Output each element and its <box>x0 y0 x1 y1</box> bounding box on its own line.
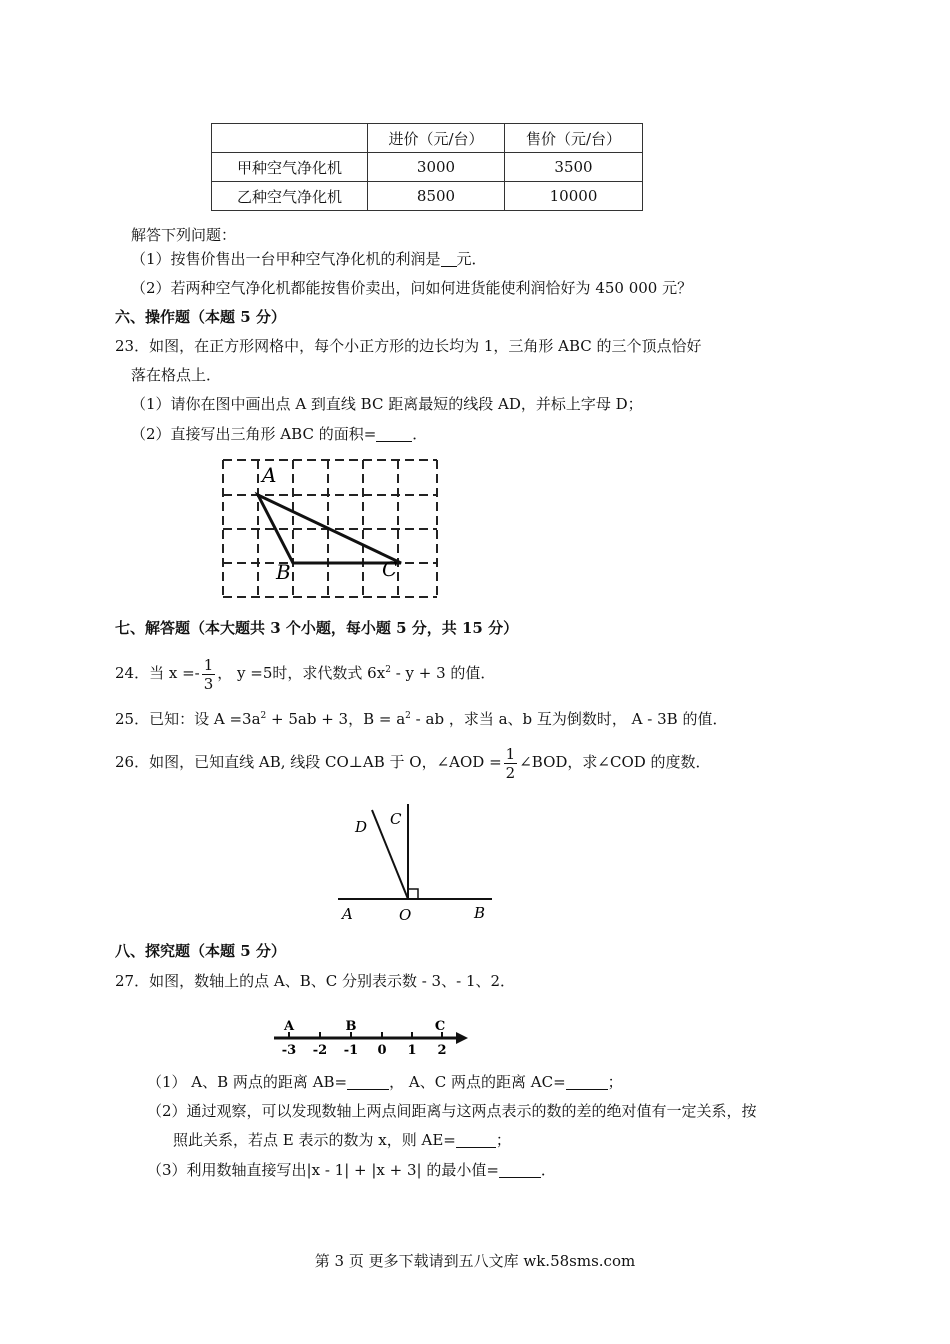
q27-part1-text-a: （1） A、B 两点的距离 AB= <box>147 1073 348 1091</box>
point-label-o: O <box>399 906 412 924</box>
point-label-c: C <box>390 810 402 828</box>
q23-part2 <box>131 424 427 444</box>
table-header-cell <box>212 124 368 153</box>
q27-part2-line1: （2）通过观察，可以发现数轴上两点间距离与这两点表示的数的差的绝对值有一定关系，按 <box>147 1102 757 1120</box>
answer-blank <box>441 250 457 267</box>
answer-blank <box>566 1073 608 1090</box>
grid-triangle-figure <box>215 455 445 600</box>
q23-part2-end: ． <box>412 425 428 443</box>
tick-label: 0 <box>377 1043 387 1058</box>
point-label-b: B <box>276 560 291 584</box>
q26 <box>115 744 711 782</box>
q26-text-a: 26．如图，已知直线 AB, 线段 CO⊥AB 于 O，∠AOD = <box>115 753 502 771</box>
axis-point-label: B <box>345 1019 357 1034</box>
q27-part3 <box>147 1160 556 1180</box>
q25-text-b: + 5ab + 3，B = a <box>266 710 406 728</box>
point-label-d: D <box>355 818 368 836</box>
q27-line1: 27．如图，数轴上的点 A、B、C 分别表示数 - 3、- 1、2． <box>115 972 516 990</box>
table-cell: 10000 <box>505 182 643 211</box>
fraction-numerator: 1 <box>505 744 516 763</box>
table-row <box>212 153 643 182</box>
q25-text-c: - ab ，求当 a、b 互为倒数时， A - 3B 的值． <box>410 710 728 728</box>
point-label-a: A <box>342 905 353 923</box>
q27-part1 <box>147 1072 623 1092</box>
tick-label: 1 <box>407 1043 417 1058</box>
q23-line1: 23．如图，在正方形网格中，每个小正方形的边长均为 1，三角形 ABC 的三个顶点恰好 <box>115 337 702 355</box>
section-7-title: 七、解答题（本大题共 3 个小题，每小题 5 分，共 15 分） <box>115 619 519 637</box>
tick-label: -3 <box>281 1043 297 1058</box>
q27-part2-end: ； <box>495 1131 511 1149</box>
exponent: 2 <box>385 665 391 675</box>
q23-line2: 落在格点上． <box>131 366 222 384</box>
table-cell: 甲种空气净化机 <box>212 153 368 182</box>
q25-text-a: 25．已知：设 A =3a <box>115 710 261 728</box>
right-angle-mark <box>408 889 418 899</box>
fraction-denominator: 2 <box>505 763 516 782</box>
q24-text-b: ， y =5时，求代数式 6x <box>217 664 386 682</box>
q24-text-c: - y + 3 的值． <box>390 664 496 682</box>
fraction <box>504 745 518 782</box>
price-table <box>211 123 643 211</box>
answer-blank <box>376 425 412 442</box>
exponent: 2 <box>405 711 411 721</box>
tick-label: -1 <box>343 1043 359 1058</box>
tick-label: 2 <box>437 1043 447 1058</box>
page-footer: 第 3 页 更多下载请到五八文库 wk.58sms.com <box>314 1252 636 1270</box>
q23-part2-text: （2）直接写出三角形 ABC 的面积= <box>131 425 377 443</box>
q23-part1: （1）请你在图中画出点 A 到直线 BC 距离最短的线段 AD，并标上字母 D； <box>131 395 643 413</box>
q22-part2: （2）若两种空气净化机都能按售价卖出，问如何进货能使利润恰好为 450 000 元？ <box>131 279 693 297</box>
exponent: 2 <box>260 711 267 721</box>
answer-blank <box>347 1073 389 1090</box>
fraction-denominator: 3 <box>203 674 214 693</box>
answer-blank <box>499 1161 541 1178</box>
table-cell: 3500 <box>505 153 643 182</box>
section-6-title: 六、操作题（本题 5 分） <box>115 308 286 326</box>
table-cell: 8500 <box>368 182 505 211</box>
q22-part1-text: （1）按售价售出一台甲种空气净化机的利润是 <box>131 250 441 268</box>
axis-point-label: A <box>283 1019 295 1034</box>
q27-part3-text: （3）利用数轴直接写出|x - 1| + |x + 3| 的最小值= <box>147 1161 499 1179</box>
answer-blank <box>456 1131 496 1148</box>
q24 <box>115 652 495 693</box>
number-line-figure <box>270 1015 475 1060</box>
table-row <box>212 182 643 211</box>
fraction <box>202 656 216 693</box>
point-label-c: C <box>382 557 398 581</box>
angle-figure <box>330 800 500 925</box>
point-label-a: A <box>262 463 277 487</box>
q27-part2-text: 照此关系，若点 E 表示的数为 x，则 AE= <box>173 1131 456 1149</box>
axis-point-label: C <box>434 1019 446 1034</box>
q22-part1 <box>131 249 487 269</box>
q22-part1-end: 元． <box>456 250 487 268</box>
arrow-right-icon <box>456 1032 468 1044</box>
table-header-cell: 售价（元/台） <box>505 124 643 153</box>
q27-part1-text-c: ； <box>607 1073 623 1091</box>
table-cell: 3000 <box>368 153 505 182</box>
q22-intro: 解答下列问题： <box>131 226 237 244</box>
table-cell: 乙种空气净化机 <box>212 182 368 211</box>
q24-text-a: 24．当 x =- <box>115 664 200 682</box>
q27-part3-end: ． <box>540 1161 556 1179</box>
point-label-b: B <box>474 904 486 922</box>
q25 <box>115 706 727 729</box>
q27-part2-line2 <box>173 1130 511 1150</box>
table-header-cell: 进价（元/台） <box>368 124 505 153</box>
tick-label: -2 <box>312 1043 328 1058</box>
table-header-row <box>212 124 643 153</box>
fraction-numerator: 1 <box>203 655 214 674</box>
q26-text-b: ∠BOD，求∠COD 的度数． <box>519 753 711 771</box>
section-8-title: 八、探究题（本题 5 分） <box>115 942 286 960</box>
q27-part1-text-b: ， A、C 两点的距离 AC= <box>389 1073 566 1091</box>
